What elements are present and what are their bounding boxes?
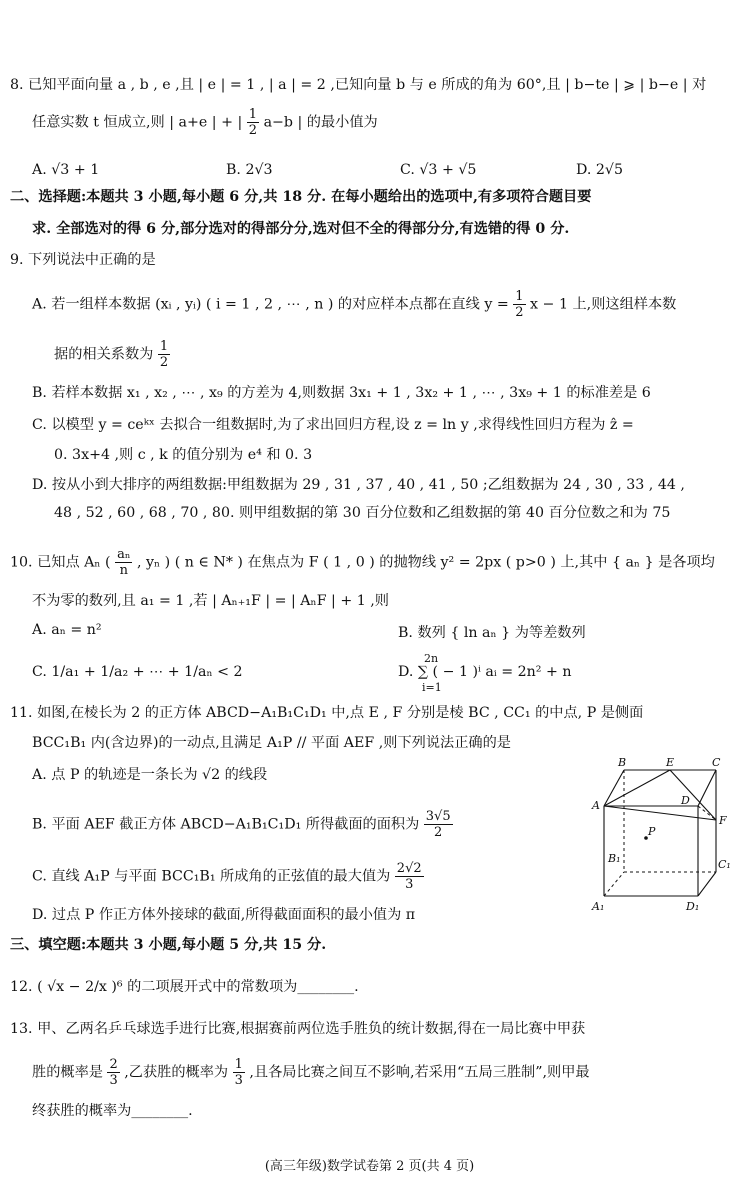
fig-label-c: C [712,756,721,769]
q8-fraction [247,108,259,137]
q13-num-1: 2 [109,1057,118,1072]
cube-figure [588,756,734,916]
q11-b-pre: B. 平面 AEF 截正方体 ABCD−A₁B₁C₁D₁ 所得截面的面积为 [32,816,420,833]
q9-a2-num: 1 [159,339,169,354]
fig-label-p: P [648,825,656,838]
q11-c-fraction [395,862,424,891]
q9-option-a-line2 [54,340,170,369]
page-footer: (高三年级)数学试卷第 2 页(共 4 页) [264,1159,475,1174]
q10-line1 [10,548,715,577]
fig-label-f: F [719,814,727,827]
q13-l2-mid: ,乙获胜的概率为 [124,1064,229,1081]
fig-label-d1: D₁ [686,900,700,913]
q11-line1: 11. 如图,在棱长为 2 的正方体 ABCD−A₁B₁C₁D₁ 中,点 E , F 分别是棱 BC , CC₁ 的中点, P 是侧面 [10,705,644,721]
q13-num-2: 1 [234,1057,243,1072]
q13-fraction-2 [233,1058,245,1087]
q8-line2 [32,108,378,137]
q13-line2 [32,1058,590,1087]
q9-option-d-line2: 48 , 52 , 60 , 68 , 70 , 80. 则甲组数据的第 30 百分位数和乙组数据的第 40 百分位数之和为 75 [54,505,671,521]
q9-a2-den: 2 [159,355,169,370]
q8-line1: 8. 已知平面向量 a , b , e ,且 | e | = 1 , | a | = 2 ,已知向量 b 与 e 所成的角为 60°,且 | b−te | ⩾ | b−e | 对 [10,77,707,93]
q8-frac-den: 2 [248,123,258,138]
q13-l2-post: ,且各局比赛之间互不影响,若采用“五局三胜制”,则甲最 [249,1064,590,1081]
q10-option-b: B. 数列 { ln aₙ } 为等差数列 [398,625,586,641]
section3-heading: 三、填空题:本题共 3 小题,每小题 5 分,共 15 分. [10,937,327,953]
q9-option-b: B. 若样本数据 x₁ , x₂ , ⋯ , x₉ 的方差为 4,则数据 3x₁ + 1 , 3x₂ + 1 , ⋯ , 3x₉ + 1 的标准差是 6 [32,385,651,401]
q9-a2-pre: 据的相关系数为 [54,346,154,363]
q10-sum-bottom: i=1 [422,681,442,694]
q9-stem: 9. 下列说法中正确的是 [10,252,156,268]
fig-label-c1: C₁ [718,858,731,871]
fig-label-b1: B₁ [608,852,621,865]
q9-option-a-line1 [32,290,676,319]
q8-frac-num: 1 [248,107,258,122]
q9-option-d-line1: D. 按从小到大排序的两组数据:甲组数据为 29 , 31 , 37 , 40 , 41 , 50 ;乙组数据为 24 , 30 , 33 , 44 , [32,477,685,493]
q10-l1-pre: 10. 已知点 Aₙ ( [10,554,111,571]
q13-l2-pre: 胜的概率是 [32,1064,103,1081]
q13-line3: 终获胜的概率为________. [32,1103,193,1119]
q9-a1-post: x − 1 上,则这组样本数 [530,296,677,313]
fig-label-a1: A₁ [592,900,605,913]
q10-option-a: A. aₙ = n² [32,622,102,638]
q8-line2-post: a−b | 的最小值为 [263,114,378,131]
q11-c-num: 2√2 [396,861,422,876]
q9-a1-pre: A. 若一组样本数据 (xᵢ , yᵢ) ( i = 1 , 2 , ⋯ , n ) 的对应样本点都在直线 y = [32,296,509,313]
q10-l1-num: aₙ [117,547,131,562]
q12-text: 12. ( √x − 2/x )⁶ 的二项展开式中的常数项为________. [10,979,359,995]
q11-c-pre: C. 直线 A₁P 与平面 BCC₁B₁ 所成角的正弦值的最大值为 [32,868,391,885]
fig-label-b: B [618,756,627,769]
q13-line1: 13. 甲、乙两名乒乓球选手进行比赛,根据赛前两位选手胜负的统计数据,得在一局比赛中甲获 [10,1021,586,1037]
q10-l1-post: , yₙ ) ( n ∈ N* ) 在焦点为 F ( 1 , 0 ) 的抛物线 y² = 2px ( p>0 ) 上,其中 { aₙ } 是各项均 [136,554,715,571]
q11-line2: BCC₁B₁ 内(含边界)的一动点,且满足 A₁P // 平面 AEF ,则下列说法正确的是 [32,735,511,751]
q10-option-d-text: D. ∑ ( − 1 )ⁱ aᵢ = 2n² + n [398,664,572,680]
q9-a1-den: 2 [515,305,524,320]
q8-line2-pre: 任意实数 t 恒成立,则 | a+e | + | [32,114,243,131]
q11-b-num: 3√5 [425,809,451,824]
fig-label-e: E [666,756,675,769]
q10-option-c: C. 1/a₁ + 1/a₂ + ⋯ + 1/aₙ < 2 [32,664,243,680]
section2-line1: 二、选择题:本题共 3 小题,每小题 6 分,共 18 分. 在每小题给出的选项中,有多项符合题目要 [10,189,592,205]
fig-label-d: D [681,794,690,807]
q9-option-c-line2: 0. 3x+4 ,则 c , k 的值分别为 e⁴ 和 0. 3 [54,447,313,463]
q13-fraction-1 [107,1058,119,1087]
fig-label-a: A [592,799,600,812]
q10-l1-den: n [119,563,128,578]
q9-a2-fraction [158,340,170,369]
q11-b-den: 2 [434,825,443,840]
q11-c-den: 3 [405,877,414,892]
q13-den-1: 3 [109,1073,118,1088]
q11-option-d: D. 过点 P 作正方体外接球的截面,所得截面面积的最小值为 π [32,907,416,923]
q9-a1-num: 1 [515,289,524,304]
q11-b-fraction [424,810,453,839]
q13-den-2: 3 [234,1073,243,1088]
q9-a1-fraction [513,290,525,319]
q10-sum-top: 2n [424,652,439,665]
q9-option-c-line1: C. 以模型 y = ceᵏˣ 去拟合一组数据时,为了求出回归方程,设 z = ln y ,求得线性回归方程为 ẑ = [32,417,634,433]
q11-option-b [32,810,453,839]
q8-option-c: C. √3 + √5 [400,162,477,178]
q10-line2: 不为零的数列,且 a₁ = 1 ,若 | Aₙ₊₁F | = | AₙF | + 1 ,则 [32,593,389,609]
q11-option-c [32,862,424,891]
q8-option-a: A. √3 + 1 [32,162,100,178]
q8-option-b: B. 2√3 [226,162,273,178]
q10-option-d [398,652,572,694]
q8-option-d: D. 2√5 [576,162,623,178]
q11-option-a: A. 点 P 的轨迹是一条长为 √2 的线段 [32,767,268,783]
q10-l1-fraction [115,548,132,577]
section2-line2: 求. 全部选对的得 6 分,部分选对的得部分分,选对但不全的得部分分,有选错的得 0 分. [32,221,570,237]
